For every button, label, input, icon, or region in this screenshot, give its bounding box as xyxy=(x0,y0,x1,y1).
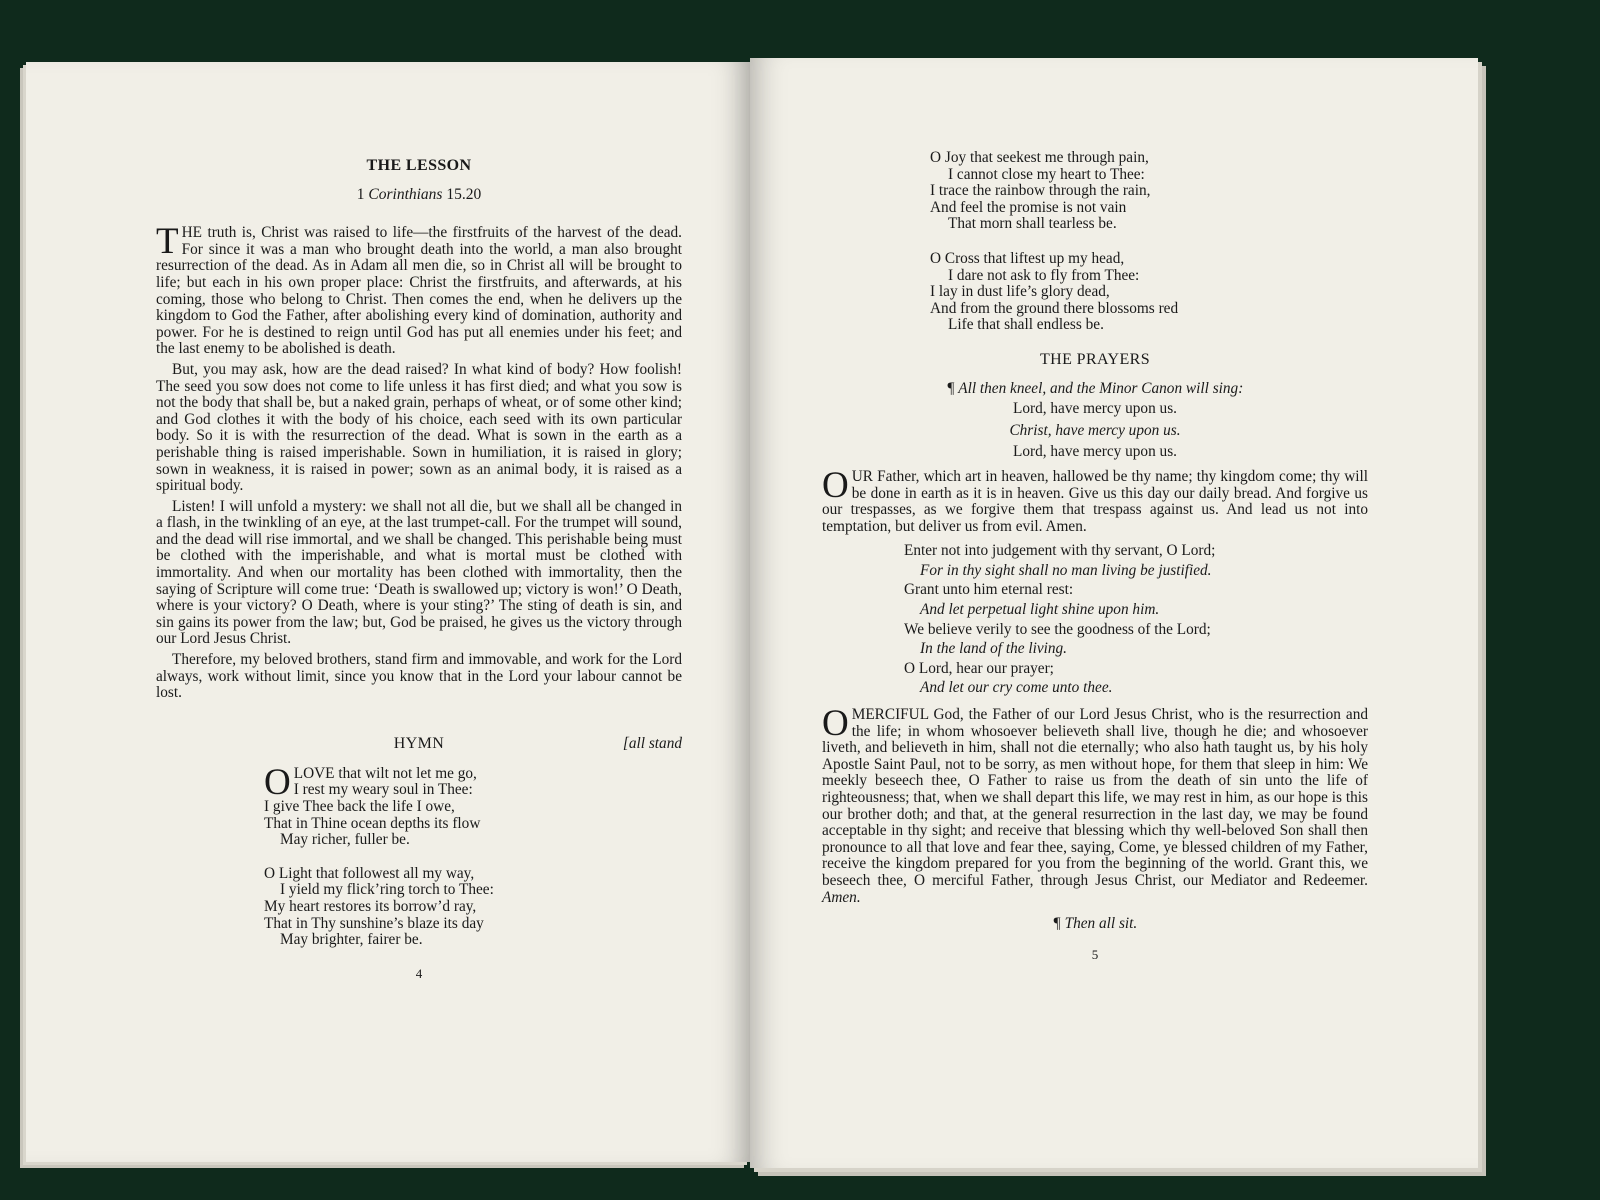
lesson-paragraph-1 xyxy=(156,221,682,358)
response: And let perpetual light shine upon him. xyxy=(920,601,1160,619)
hymn-line: May richer, fuller be. xyxy=(280,831,410,849)
hymn-line: That in Thine ocean depths its flow xyxy=(264,814,481,832)
lesson-paragraph-3: Listen! I will unfold a mystery: we shall not all die, but we shall all be changed in a flash, in the twinkling of an eye, at the last trumpet-call. For the trumpet will sound, and the dead will rise immortal, and we shall be changed. This perishable being must be clothed with the imperishable, and what is mortal must be clothed with immortality. And when our mortality has been clothed with immortality, then the saying of Scripture will come true: ‘Death is swallowed up; victory is won!’ O Death, where is your victory? O Death, where is your sting?’ The sting of death is sin, and sin gains its power from the law; but, God be praised, he gives us the victory through our Lord Jesus Christ. xyxy=(156,497,682,648)
versicle: Grant unto him eternal rest: xyxy=(904,581,1074,599)
kyrie-line-1: Lord, have mercy upon us. xyxy=(1013,400,1177,418)
response: In the land of the living. xyxy=(920,640,1067,658)
hymn-line: I lay in dust life’s glory dead, xyxy=(930,283,1110,301)
response: For in thy sight shall no man living be justified. xyxy=(920,561,1212,579)
collect-drop-cap: O xyxy=(822,703,849,745)
hymn-line: I yield my flick’ring torch to Thee: xyxy=(280,881,494,899)
hymn-line: I give Thee back the life I owe, xyxy=(264,798,455,815)
kyrie-line-2: Christ, have mercy upon us. xyxy=(1009,421,1181,439)
hymn-verse-4 xyxy=(930,251,1368,334)
right-page-column xyxy=(822,150,1368,963)
lesson-title: THE LESSON xyxy=(366,157,472,174)
page-number-right: 5 xyxy=(1091,946,1099,962)
versicle: O Lord, hear our prayer; xyxy=(904,659,1054,677)
hymn-line: O Cross that liftest up my head, xyxy=(930,249,1125,267)
left-page xyxy=(26,62,750,1162)
left-page-column xyxy=(156,158,682,982)
lesson-ref-verse: 15.20 xyxy=(446,185,482,203)
collect-text: MERCIFUL God, the Father of our Lord Jesus Christ, who is the resurrection and the life; in whom whosoever believeth shall live, though he die; and whosoever liveth, and believeth in him, shall not die eternally; who also hath taught us, by his holy Apostle Saint Paul, not to be sorry, as men without hope, for them that sleep in him: We meekly beseech thee, O Father to raise us from the death of sin unto the life of righteousness; that, when we shall depart this life, we may rest in him, as our hope is this our brother doth; and that, at the general resurrection in the last day, we may be found acceptable in thy sight; and receive that blessing which thy well-beloved Son shall then pronounce to all that love and fear thee, saying, Come, ye blessed children of my Father, receive the kingdom prepared for you from the beginning of the world. Grant this, we beseech thee, O merciful Father, through Jesus Christ, our Mediator and Redeemer. xyxy=(822,706,1368,889)
hymn-stand-cue: [all stand xyxy=(622,734,682,752)
response: And let our cry come unto thee. xyxy=(920,679,1113,697)
hymn-line: O Light that followest all my way, xyxy=(264,864,475,882)
hymn-line: I rest my weary soul in Thee: xyxy=(293,781,473,799)
lesson-ref-number: 1 xyxy=(356,185,365,203)
hymn-line: And from the ground there blossoms red xyxy=(930,299,1179,317)
hymn-verse-3 xyxy=(930,150,1368,233)
hymn-line: And feel the promise is not vain xyxy=(930,198,1127,216)
hymn-verse-1 xyxy=(264,761,682,849)
kyrie-line-3: Lord, have mercy upon us. xyxy=(1013,443,1177,461)
lords-prayer xyxy=(822,464,1368,535)
lords-prayer-text: UR Father, which art in heaven, hallowed be thy name; thy kingdom come; thy will be done in earth as it is in heaven. Give us this day our daily bread. And forgive us our trespasses, as we forgive them that trespass against us. And lead us not into temptation, but deliver us from evil. Amen. xyxy=(822,467,1368,535)
lesson-drop-cap: T xyxy=(156,221,179,263)
lesson-reference xyxy=(156,187,682,204)
hymn-line: I trace the rainbow through the rain, xyxy=(930,182,1151,200)
collect-amen: Amen. xyxy=(822,888,861,906)
collect-prayer xyxy=(822,703,1368,906)
prayers-title: THE PRAYERS xyxy=(1039,350,1151,368)
right-page xyxy=(750,58,1478,1168)
hymn-line: I dare not ask to fly from Thee: xyxy=(948,266,1140,284)
hymn-drop-cap: O xyxy=(264,761,291,803)
rubric-sit: ¶ Then all sit. xyxy=(1052,915,1138,933)
lesson-paragraph-4: Therefore, my beloved brothers, stand firm and immovable, and work for the Lord always, work without limit, since you know that in the Lord your labour cannot be lost. xyxy=(156,651,682,702)
hymn-line: Life that shall endless be. xyxy=(948,316,1104,334)
lords-prayer-drop-cap: O xyxy=(822,464,849,506)
hymn-line: I cannot close my heart to Thee: xyxy=(948,165,1145,183)
lesson-paragraph-1-text: HE truth is, Christ was raised to life—the firstfruits of the harvest of the dead. For since it was a man who brought death into the world, a man also brought resurrection of the dead. As in Adam all men die, so in Christ all will be brought to life; but each in his own proper place: Christ the firstfruits, and afterwards, at his coming, those who belong to Christ. Then comes the end, when he delivers up the kingdom to God the Father, after abolishing every kind of domination, authority and power. For he is destined to reign until God has put all enemies under his feet; and the last enemy to be abolished is death. xyxy=(156,224,682,358)
versicle: We believe verily to see the goodness of the Lord; xyxy=(904,620,1211,638)
hymn-line: May brighter, fairer be. xyxy=(280,931,423,949)
lesson-paragraph-2: But, you may ask, how are the dead raised? In what kind of body? How foolish! The seed you sow does not come to life unless it has first died; and what you sow is not the body that shall be, but a naked grain, perhaps of wheat, or of some other kind; and God clothes it with the body of his choice, each seed with its own particular body. So it is with the resurrection of the dead. What is sown in the earth as a perishable thing is raised imperishable. Sown in humiliation, it is raised in glory; sown in weakness, it is raised in power; sown as an animal body, it is raised as a spiritual body. xyxy=(156,360,682,495)
hymn-verse-2 xyxy=(264,866,682,949)
hymn-line: My heart restores its borrow’d ray, xyxy=(264,897,477,915)
versicles-responses xyxy=(904,543,1368,697)
hymn-line: LOVE that wilt not let me go, xyxy=(293,764,477,782)
lesson-ref-book: Corinthians xyxy=(368,185,443,203)
rubric-kneel: ¶ All then kneel, and the Minor Canon will sing: xyxy=(946,379,1244,397)
hymn-line: That morn shall tearless be. xyxy=(948,215,1117,233)
hymn-line: That in Thy sunshine’s blaze its day xyxy=(264,914,484,932)
hymn-line: O Joy that seekest me through pain, xyxy=(930,149,1149,166)
page-number-left: 4 xyxy=(415,965,423,981)
versicle: Enter not into judgement with thy servant, O Lord; xyxy=(904,542,1216,560)
hymn-header xyxy=(156,736,682,756)
hymn-title: HYMN xyxy=(393,734,445,752)
